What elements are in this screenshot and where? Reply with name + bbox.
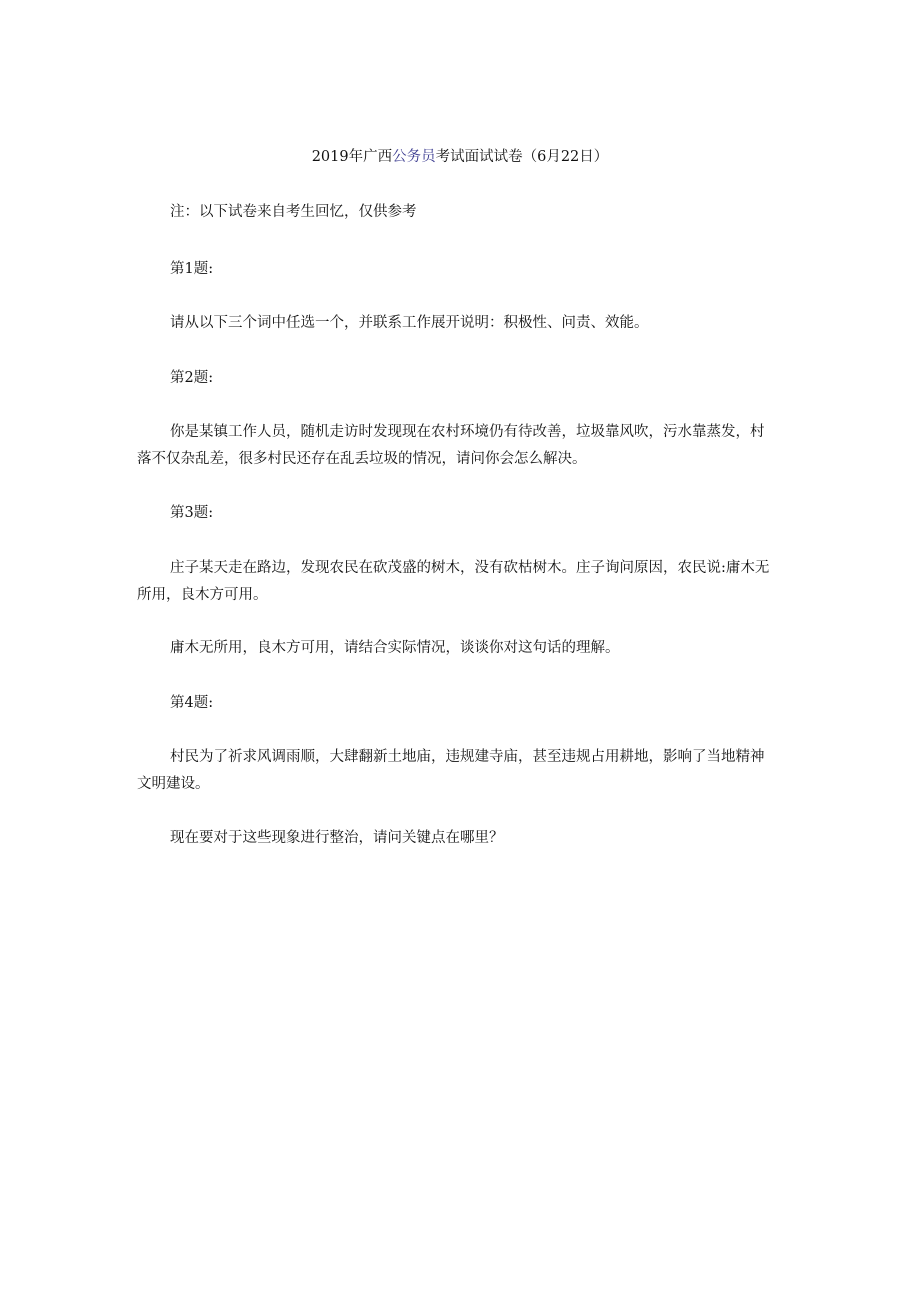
question-4-prompt: 现在要对于这些现象进行整治，请问关键点在哪里？ xyxy=(170,830,504,846)
question-3-text: 庄子某天走在路边，发现农民在砍茂盛的树木，没有砍枯树木。庄子询问原因，农民说:庸木无所用，良木方可用。 xyxy=(137,560,770,603)
question-2-text: 你是某镇工作人员，随机走访时发现现在农村环境仍有待改善，垃圾靠风吹，污水靠蒸发，村落不仅杂乱差，很多村民还存在乱丢垃圾的情况，请问你会怎么解决。 xyxy=(137,424,765,467)
title-suffix: 考试面试试卷（6月22日） xyxy=(435,149,609,165)
note-paragraph: 注：以下试卷来自考生回忆，仅供参考 xyxy=(170,204,417,220)
question-2-heading: 第2题: xyxy=(170,370,214,386)
title-prefix: 2019年广西 xyxy=(311,149,393,165)
question-1-heading: 第1题: xyxy=(170,261,214,277)
question-3-prompt: 庸木无所用，良木方可用，请结合实际情况，谈谈你对这句话的理解。 xyxy=(170,640,620,656)
title-link[interactable]: 公务员 xyxy=(392,149,436,165)
question-3-heading: 第3题: xyxy=(170,505,214,521)
question-1-text: 请从以下三个词中任选一个，并联系工作展开说明：积极性、问责、效能。 xyxy=(170,315,649,331)
document-title xyxy=(0,147,920,167)
question-4-text: 村民为了祈求风调雨顺，大肆翻新土地庙，违规建寺庙，甚至违规占用耕地，影响了当地精神文明建设。 xyxy=(137,749,765,792)
question-4-heading: 第4题: xyxy=(170,695,214,711)
